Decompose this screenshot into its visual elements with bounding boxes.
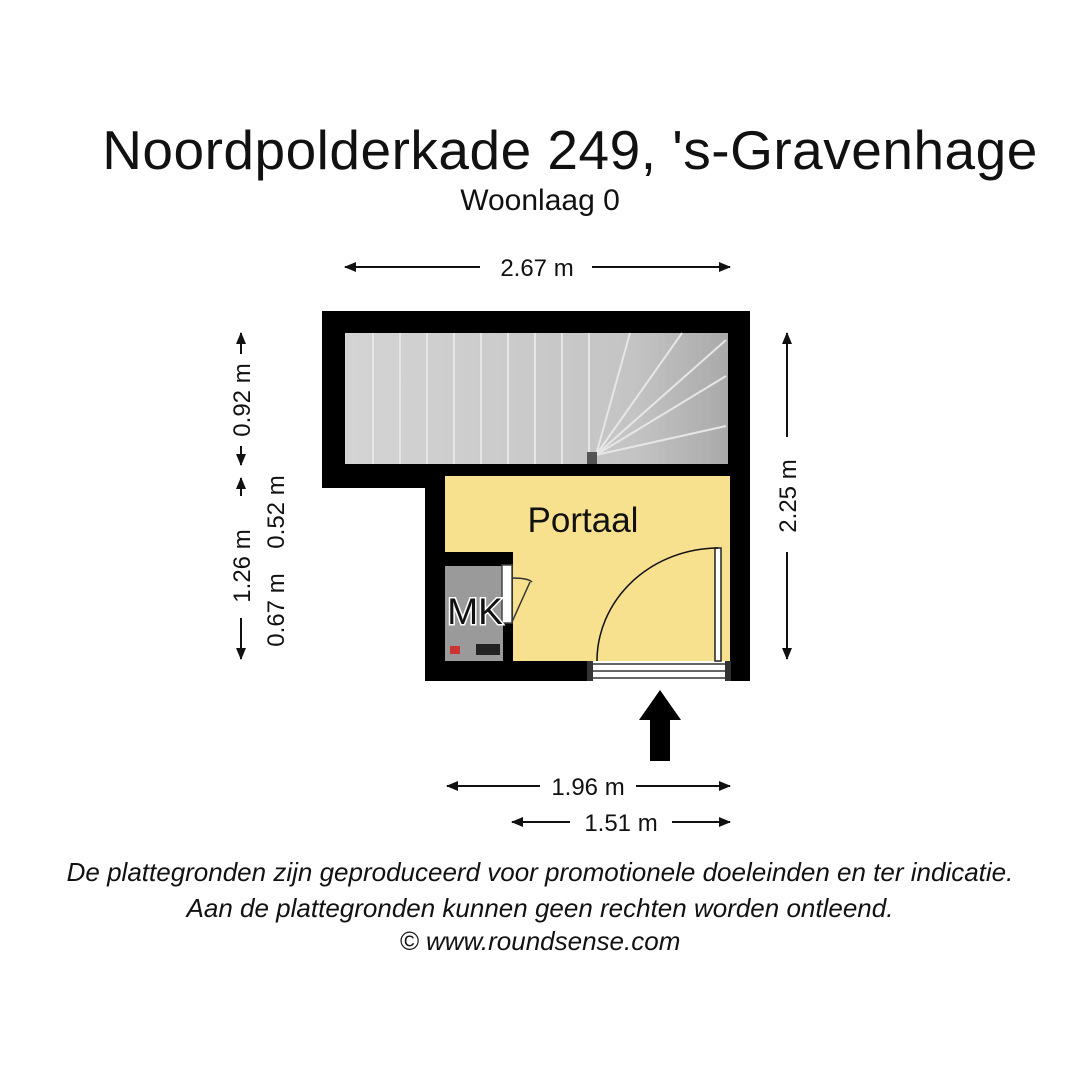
subtitle-text: Woonlaag 0 [460,184,620,217]
dimension-right-height [775,333,802,659]
dimension-label-bottom-inner: 1.51 m [584,810,658,837]
room-label-mk: MK [447,591,503,632]
staircase [345,333,728,464]
dimension-label-bottom-outer: 1.96 m [551,774,625,801]
dimension-bottom-inner [512,810,730,837]
dimension-label-left-lower: 1.26 m [229,529,256,603]
dimension-label-top-width: 2.67 m [500,255,574,282]
disclaimer-line-2: Aan de plattegronden kunnen geen rechten worden ontleend. [186,893,894,923]
dimension-label-inner-upper: 0.52 m [263,475,290,549]
entrance-arrow-icon [639,690,681,761]
disclaimer-line-1: De plattegronden zijn geproduceerd voor promotionele doeleinden en ter indicatie. [66,857,1014,887]
copyright-link[interactable]: © www.roundsense.com [399,926,681,956]
dimension-label-right-height: 2.25 m [775,459,802,533]
dimension-top-width [345,255,730,282]
dimension-left-outer [229,333,256,659]
dimension-left-inner [263,475,290,646]
room-label-portaal: Portaal [527,501,639,540]
dimension-label-inner-lower: 0.67 m [263,573,290,647]
dimension-bottom-outer [447,774,730,801]
dimension-label-left-upper: 0.92 m [229,363,256,437]
title-text: Noordpolderkade 249, 's-Gravenhage [102,119,1038,181]
